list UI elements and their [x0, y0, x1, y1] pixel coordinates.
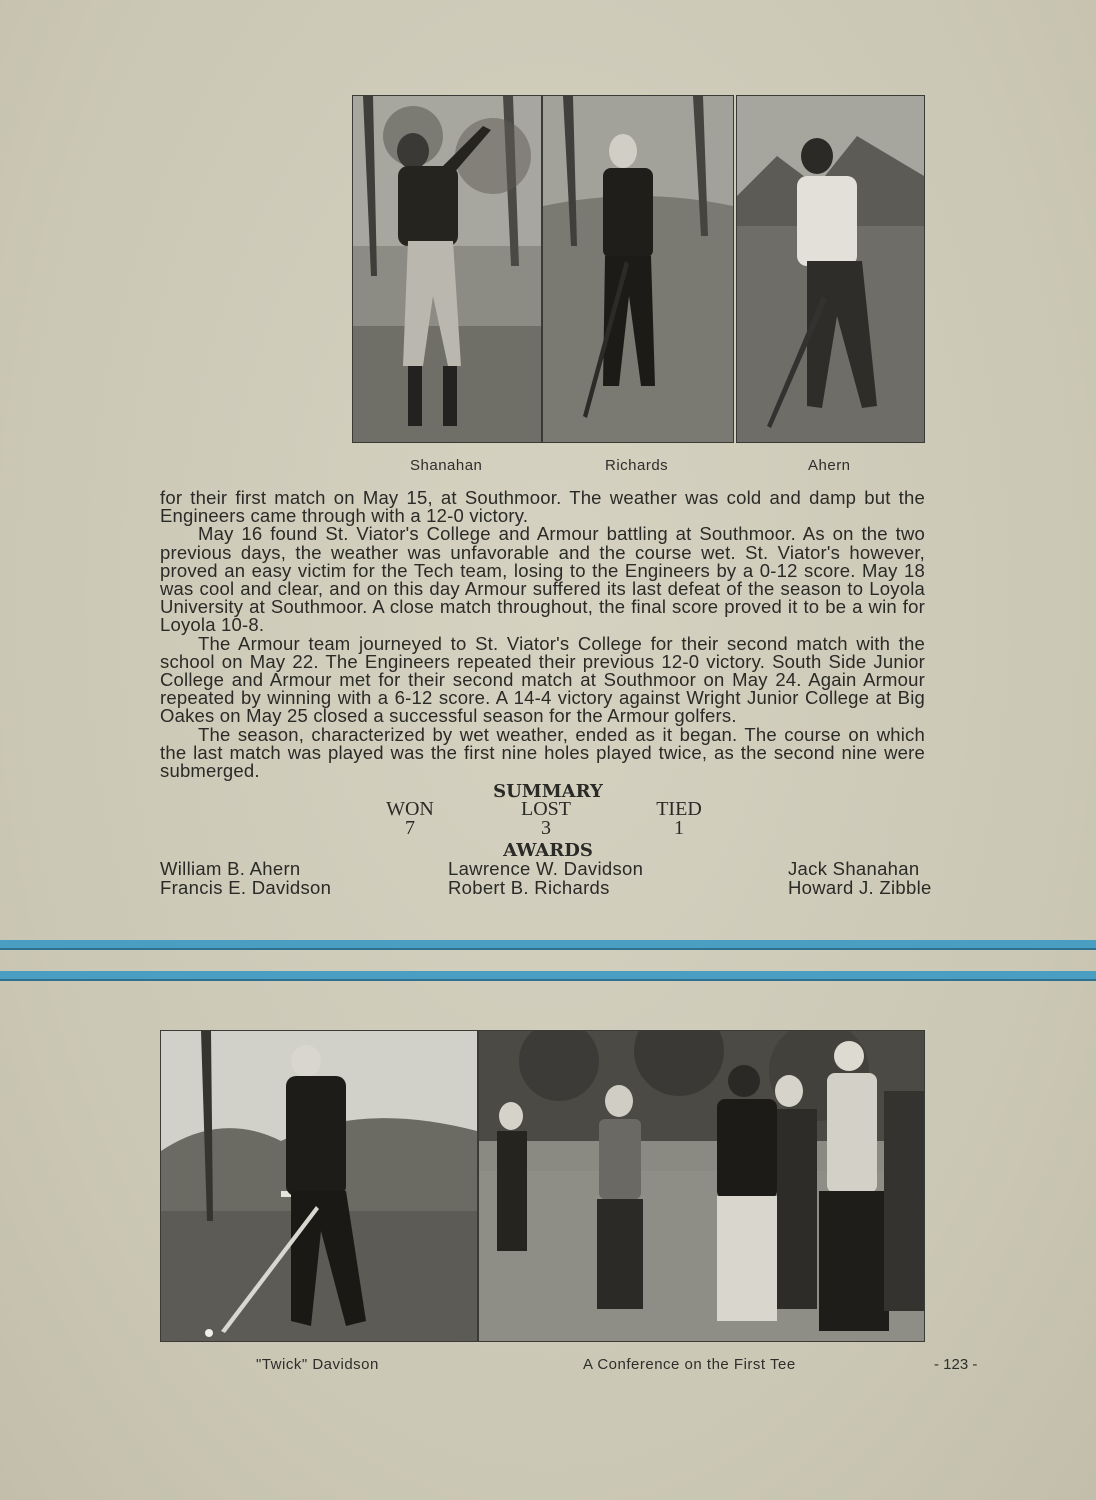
stat-tied	[619, 800, 739, 838]
award-name: Lawrence W. Davidson	[448, 858, 644, 879]
award-name: Robert B. Richards	[448, 876, 610, 898]
stat-label: LOST	[521, 798, 571, 820]
divider-rule-shadow-bottom	[0, 979, 1096, 981]
caption-conference-first-tee: A Conference on the First Tee	[583, 1356, 796, 1373]
paragraph: for their first match on May 15, at Southmoor. The weather was cold and damp but the Engineers came through with a 12-0 victory.	[160, 487, 925, 527]
photo-shanahan	[352, 95, 542, 443]
award-name: Howard J. Zibble	[788, 876, 932, 898]
awards-column-left	[160, 860, 331, 897]
stat-value: 3	[541, 817, 551, 839]
paragraph: The Armour team journeyed to St. Viator's College for their second match with the school on May 22. The Engineers repeated their previous 12-0 victory. South Side Junior College and Armour met for their second match at Southmoor on May 24. Again Armour repeated by winning with a 6-12 score. A 14-4 victory against Wright Junior College at Big Oakes on May 25 closed a successful season for the Armour golfers.	[160, 632, 925, 727]
award-name: Jack Shanahan	[788, 858, 920, 879]
caption-twick-davidson: "Twick" Davidson	[256, 1356, 379, 1373]
divider-rule-shadow-top	[0, 948, 1096, 950]
caption-richards: Richards	[605, 457, 669, 474]
awards-heading: AWARDS	[503, 840, 593, 861]
stat-lost	[486, 800, 606, 838]
stat-won	[350, 800, 470, 838]
caption-ahern: Ahern	[808, 457, 851, 474]
photo-twick-davidson	[160, 1030, 478, 1342]
award-name: Francis E. Davidson	[160, 876, 332, 898]
article-body	[160, 489, 925, 780]
stat-value: 1	[674, 817, 684, 839]
divider-rule-bottom	[0, 971, 1096, 979]
photo-ahern	[736, 95, 925, 443]
paragraph: May 16 found St. Viator's College and Armour battling at Southmoor. As on the two previous days, the weather was unfavorable and the course wet. St. Viator's however, proved an easy victim for the Tech team, losing to the Engineers by a 0-12 score. May 18 was cool and clear, and on this day Armour suffered its last defeat of the season to Loyola University at Southmoor. A close match throughout, the final score proved it to be a win for Loyola 10-8.	[160, 523, 925, 636]
award-name: William B. Ahern	[160, 858, 301, 879]
caption-shanahan: Shanahan	[410, 457, 483, 474]
photo-conference-first-tee	[478, 1030, 925, 1342]
summary-heading: SUMMARY	[493, 781, 603, 802]
awards-column-center	[448, 860, 643, 897]
paragraph: The season, characterized by wet weather, ended as it began. The course on which the last match was played was the first nine holes played twice, as the second nine were submerged.	[160, 723, 925, 782]
divider-rule-top	[0, 940, 1096, 948]
page-number: - 123 -	[934, 1356, 978, 1373]
photo-richards	[542, 95, 734, 443]
stat-value: 7	[405, 817, 415, 839]
awards-column-right	[788, 860, 932, 897]
stat-label: TIED	[656, 798, 702, 820]
stat-label: WON	[386, 798, 434, 820]
